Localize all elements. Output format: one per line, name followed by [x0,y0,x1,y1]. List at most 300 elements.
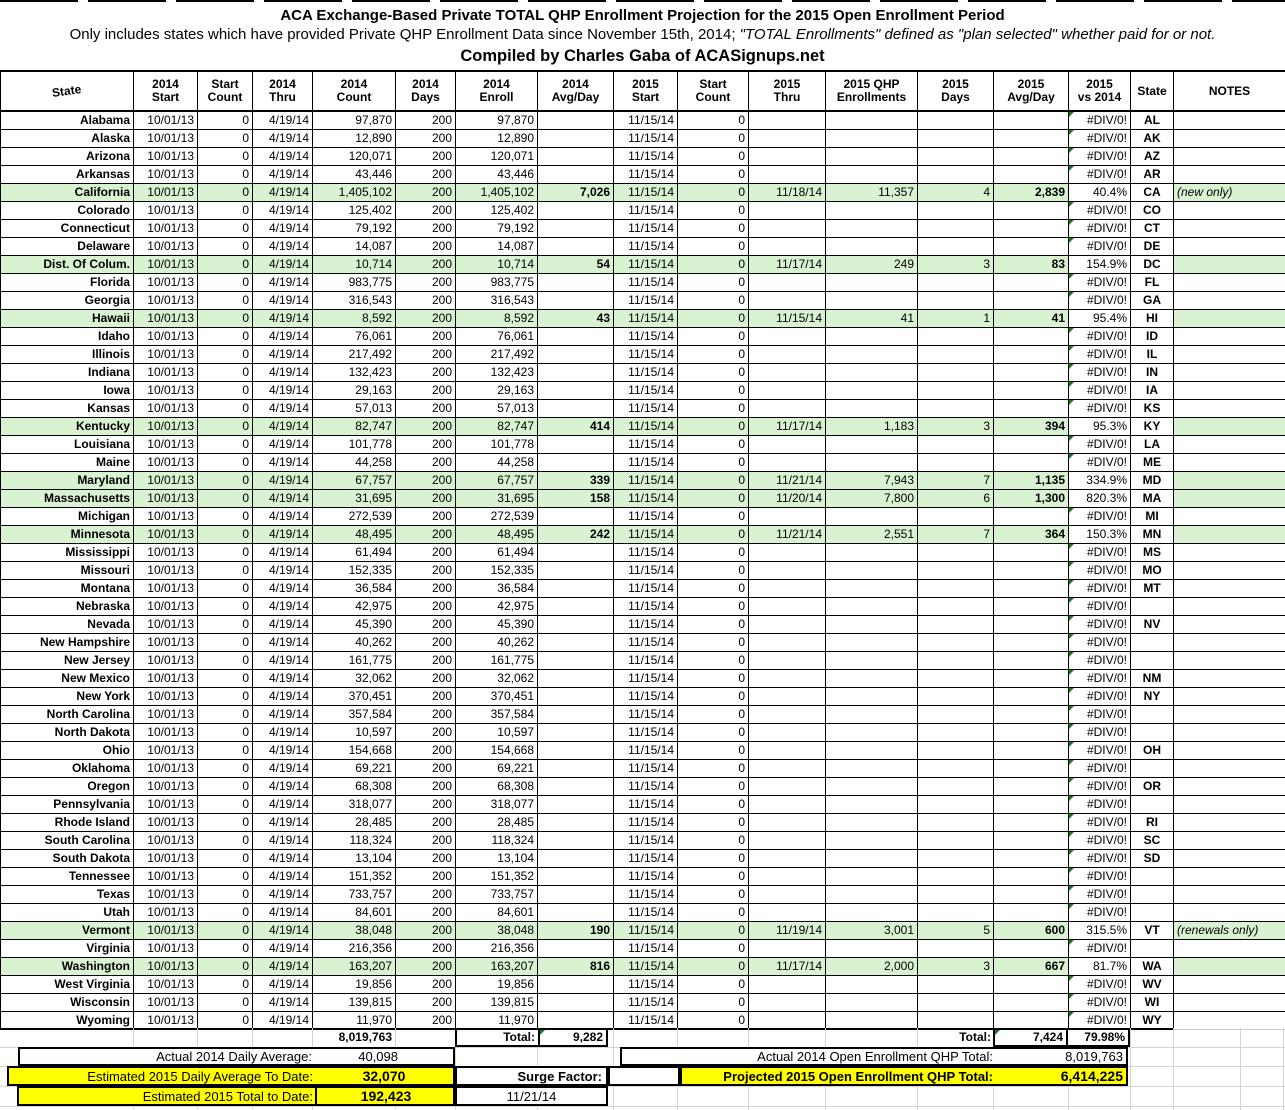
cell-vs2014[interactable]: #DIV/0! [1069,201,1131,219]
cell-note[interactable] [1174,363,1285,381]
cell-start2015[interactable]: 11/15/14 [614,345,678,363]
cell-avg2015[interactable]: 394 [994,417,1069,435]
cell-thru2015[interactable] [749,849,826,867]
cell-thru2015[interactable] [749,669,826,687]
cell-vs2014[interactable]: #DIV/0! [1069,633,1131,651]
cell-start2014[interactable]: 10/01/13 [134,687,198,705]
cell-thru2014[interactable]: 4/19/14 [253,975,313,993]
cell-note[interactable] [1174,417,1285,435]
cell-abbr[interactable]: VT [1131,921,1174,939]
cell-start2014[interactable]: 10/01/13 [134,813,198,831]
cell-start2015[interactable]: 11/15/14 [614,525,678,543]
cell-qhp[interactable] [826,327,918,345]
cell-vs2014[interactable]: #DIV/0! [1069,327,1131,345]
cell-start2014[interactable]: 10/01/13 [134,345,198,363]
cell-name[interactable]: Texas [1,885,134,903]
cell-thru2014[interactable]: 4/19/14 [253,1011,313,1029]
cell-abbr[interactable] [1131,885,1174,903]
cell-count[interactable]: 139,815 [313,993,396,1011]
cell-zero[interactable]: 0 [198,381,253,399]
cell-vs2014[interactable]: #DIV/0! [1069,165,1131,183]
cell-zero[interactable]: 0 [198,201,253,219]
cell-avg2014[interactable] [538,831,614,849]
cell-thru2015[interactable]: 11/17/14 [749,255,826,273]
cell-thru2014[interactable]: 4/19/14 [253,327,313,345]
cell-days2015[interactable] [918,615,994,633]
cell-thru2015[interactable] [749,795,826,813]
est-2015-total-label[interactable]: Estimated 2015 Total to Date: [142,1088,313,1104]
cell-zero2015[interactable]: 0 [678,975,749,993]
cell-start2014[interactable]: 10/01/13 [134,453,198,471]
cell-count[interactable]: 84,601 [313,903,396,921]
cell-avg2014[interactable] [538,1011,614,1029]
cell-days[interactable]: 200 [396,237,456,255]
cell-enroll[interactable]: 163,207 [456,957,538,975]
cell-enroll[interactable]: 357,584 [456,705,538,723]
cell-days[interactable]: 200 [396,921,456,939]
cell-abbr[interactable]: AK [1131,129,1174,147]
cell-days2015[interactable] [918,561,994,579]
cell-enroll[interactable]: 12,890 [456,129,538,147]
cell-abbr[interactable]: OH [1131,741,1174,759]
cell-qhp[interactable]: 2,551 [826,525,918,543]
cell-thru2015[interactable]: 11/15/14 [749,309,826,327]
cell-count[interactable]: 983,775 [313,273,396,291]
cell-start2014[interactable]: 10/01/13 [134,579,198,597]
cell-enroll[interactable]: 43,446 [456,165,538,183]
cell-avg2015[interactable] [994,381,1069,399]
cell-days[interactable]: 200 [396,939,456,957]
cell-avg2014[interactable] [538,759,614,777]
cell-enroll[interactable]: 151,352 [456,867,538,885]
cell-avg2014[interactable]: 242 [538,525,614,543]
cell-vs2014[interactable]: #DIV/0! [1069,597,1131,615]
cell-note[interactable] [1174,993,1285,1011]
cell-zero[interactable]: 0 [198,813,253,831]
cell-avg2015[interactable]: 1,300 [994,489,1069,507]
cell-zero[interactable]: 0 [198,165,253,183]
cell-enroll[interactable]: 370,451 [456,687,538,705]
cell-enroll[interactable]: 67,757 [456,471,538,489]
cell-days2015[interactable] [918,687,994,705]
cell-count[interactable]: 10,714 [313,255,396,273]
cell-start2014[interactable]: 10/01/13 [134,633,198,651]
col-header-start2014[interactable]: 2014 Start [134,71,198,111]
cell-count[interactable]: 118,324 [313,831,396,849]
cell-qhp[interactable] [826,363,918,381]
cell-start2014[interactable]: 10/01/13 [134,291,198,309]
cell-qhp[interactable] [826,111,918,129]
cell-note[interactable] [1174,147,1285,165]
cell-avg2014[interactable] [538,975,614,993]
cell-start2014[interactable]: 10/01/13 [134,795,198,813]
cell-zero[interactable]: 0 [198,705,253,723]
cell-avg2015[interactable] [994,453,1069,471]
cell-zero2015[interactable]: 0 [678,741,749,759]
cell-thru2015[interactable] [749,777,826,795]
cell-days2015[interactable] [918,129,994,147]
cell-vs2014[interactable]: 40.4% [1069,183,1131,201]
col-header-note[interactable]: NOTES [1174,71,1285,111]
cell-thru2014[interactable]: 4/19/14 [253,795,313,813]
cell-qhp[interactable] [826,561,918,579]
cell-note[interactable] [1174,579,1285,597]
cell-avg2014[interactable] [538,705,614,723]
cell-abbr[interactable]: RI [1131,813,1174,831]
cell-start2014[interactable]: 10/01/13 [134,921,198,939]
cell-days[interactable]: 200 [396,687,456,705]
cell-thru2014[interactable]: 4/19/14 [253,921,313,939]
cell-name[interactable]: Colorado [1,201,134,219]
cell-note[interactable] [1174,399,1285,417]
cell-zero2015[interactable]: 0 [678,993,749,1011]
cell-qhp[interactable]: 11,357 [826,183,918,201]
cell-zero2015[interactable]: 0 [678,507,749,525]
cell-days[interactable]: 200 [396,309,456,327]
cell-zero[interactable]: 0 [198,129,253,147]
cell-qhp[interactable] [826,975,918,993]
cell-days[interactable]: 200 [396,831,456,849]
cell-thru2015[interactable] [749,903,826,921]
cell-start2014[interactable]: 10/01/13 [134,183,198,201]
cell-thru2014[interactable]: 4/19/14 [253,777,313,795]
cell-zero2015[interactable]: 0 [678,795,749,813]
cell-name[interactable]: Wyoming [1,1011,134,1029]
cell-count[interactable]: 10,597 [313,723,396,741]
cell-abbr[interactable]: AR [1131,165,1174,183]
cell-start2014[interactable]: 10/01/13 [134,255,198,273]
cell-count[interactable]: 216,356 [313,939,396,957]
cell-name[interactable]: Tennessee [1,867,134,885]
cell-zero2015[interactable]: 0 [678,777,749,795]
cell-start2014[interactable]: 10/01/13 [134,363,198,381]
cell-avg2014[interactable]: 190 [538,921,614,939]
cell-vs2014[interactable]: #DIV/0! [1069,885,1131,903]
cell-zero2015[interactable]: 0 [678,651,749,669]
cell-zero2015[interactable]: 0 [678,453,749,471]
cell-start2014[interactable]: 10/01/13 [134,1011,198,1029]
cell-start2014[interactable]: 10/01/13 [134,489,198,507]
cell-days[interactable]: 200 [396,165,456,183]
cell-abbr[interactable]: MA [1131,489,1174,507]
cell-thru2015[interactable] [749,741,826,759]
cell-avg2014[interactable] [538,291,614,309]
cell-note[interactable] [1174,489,1285,507]
cell-name[interactable]: Alabama [1,111,134,129]
cell-enroll[interactable]: 32,062 [456,669,538,687]
cell-abbr[interactable]: IA [1131,381,1174,399]
cell-days[interactable]: 200 [396,129,456,147]
cell-vs2014[interactable]: #DIV/0! [1069,1011,1131,1029]
cell-avg2015[interactable] [994,615,1069,633]
cell-name[interactable]: Illinois [1,345,134,363]
cell-days2015[interactable] [918,849,994,867]
cell-name[interactable]: Maine [1,453,134,471]
cell-enroll[interactable]: 28,485 [456,813,538,831]
cell-qhp[interactable]: 1,183 [826,417,918,435]
cell-name[interactable]: Connecticut [1,219,134,237]
cell-zero[interactable]: 0 [198,1011,253,1029]
cell-count[interactable]: 151,352 [313,867,396,885]
cell-note[interactable] [1174,507,1285,525]
cell-days2015[interactable] [918,759,994,777]
cell-avg2014[interactable] [538,507,614,525]
cell-zero[interactable]: 0 [198,597,253,615]
cell-enroll[interactable]: 42,975 [456,597,538,615]
cell-name[interactable]: Maryland [1,471,134,489]
cell-qhp[interactable] [826,579,918,597]
cell-enroll[interactable]: 40,262 [456,633,538,651]
cell-zero[interactable]: 0 [198,111,253,129]
cell-start2014[interactable]: 10/01/13 [134,993,198,1011]
cell-name[interactable]: Ohio [1,741,134,759]
cell-avg2014[interactable] [538,399,614,417]
avg-day-2014-total[interactable]: 9,282 [538,1030,606,1045]
cell-vs2014[interactable]: #DIV/0! [1069,741,1131,759]
cell-enroll[interactable]: 19,856 [456,975,538,993]
cell-days2015[interactable] [918,201,994,219]
cell-zero[interactable]: 0 [198,237,253,255]
cell-start2014[interactable]: 10/01/13 [134,885,198,903]
cell-qhp[interactable]: 41 [826,309,918,327]
cell-enroll[interactable]: 101,778 [456,435,538,453]
cell-vs2014[interactable]: #DIV/0! [1069,777,1131,795]
cell-zero2015[interactable]: 0 [678,723,749,741]
cell-qhp[interactable]: 3,001 [826,921,918,939]
cell-zero[interactable]: 0 [198,921,253,939]
cell-thru2014[interactable]: 4/19/14 [253,597,313,615]
cell-thru2014[interactable]: 4/19/14 [253,561,313,579]
cell-start2015[interactable]: 11/15/14 [614,759,678,777]
cell-days2015[interactable]: 7 [918,525,994,543]
cell-days[interactable]: 200 [396,579,456,597]
cell-start2014[interactable]: 10/01/13 [134,525,198,543]
cell-enroll[interactable]: 38,048 [456,921,538,939]
cell-thru2015[interactable] [749,435,826,453]
cell-zero[interactable]: 0 [198,975,253,993]
cell-name[interactable]: Nevada [1,615,134,633]
cell-thru2015[interactable] [749,147,826,165]
cell-enroll[interactable]: 318,077 [456,795,538,813]
cell-zero2015[interactable]: 0 [678,309,749,327]
cell-vs2014[interactable]: #DIV/0! [1069,219,1131,237]
cell-avg2014[interactable] [538,219,614,237]
cell-qhp[interactable] [826,903,918,921]
cell-avg2014[interactable]: 7,026 [538,183,614,201]
col-header-enroll[interactable]: 2014 Enroll [456,71,538,111]
cell-zero[interactable]: 0 [198,867,253,885]
cell-days[interactable]: 200 [396,291,456,309]
cell-avg2015[interactable]: 41 [994,309,1069,327]
cell-count[interactable]: 154,668 [313,741,396,759]
cell-zero[interactable]: 0 [198,147,253,165]
cell-qhp[interactable] [826,1011,918,1029]
cell-qhp[interactable] [826,597,918,615]
cell-enroll[interactable]: 139,815 [456,993,538,1011]
cell-avg2014[interactable] [538,885,614,903]
cell-start2014[interactable]: 10/01/13 [134,201,198,219]
cell-count[interactable]: 120,071 [313,147,396,165]
cell-count[interactable]: 76,061 [313,327,396,345]
cell-thru2014[interactable]: 4/19/14 [253,687,313,705]
cell-thru2014[interactable]: 4/19/14 [253,435,313,453]
cell-qhp[interactable] [826,939,918,957]
cell-days2015[interactable] [918,669,994,687]
cell-zero[interactable]: 0 [198,327,253,345]
cell-thru2014[interactable]: 4/19/14 [253,255,313,273]
cell-count[interactable]: 43,446 [313,165,396,183]
cell-thru2015[interactable] [749,651,826,669]
cell-avg2014[interactable] [538,651,614,669]
cell-avg2014[interactable] [538,111,614,129]
cell-qhp[interactable] [826,453,918,471]
cell-vs2014[interactable]: #DIV/0! [1069,579,1131,597]
cell-count[interactable]: 163,207 [313,957,396,975]
cell-zero2015[interactable]: 0 [678,201,749,219]
cell-avg2014[interactable]: 339 [538,471,614,489]
cell-thru2015[interactable] [749,507,826,525]
cell-zero2015[interactable]: 0 [678,759,749,777]
cell-note[interactable] [1174,111,1285,129]
cell-enroll[interactable]: 82,747 [456,417,538,435]
col-header-thru2014[interactable]: 2014 Thru [253,71,313,111]
cell-thru2015[interactable] [749,1011,826,1029]
cell-thru2014[interactable]: 4/19/14 [253,831,313,849]
cell-qhp[interactable] [826,219,918,237]
cell-note[interactable] [1174,255,1285,273]
cell-days[interactable]: 200 [396,345,456,363]
cell-name[interactable]: New Jersey [1,651,134,669]
cell-zero[interactable]: 0 [198,543,253,561]
cell-qhp[interactable] [826,759,918,777]
cell-enroll[interactable]: 132,423 [456,363,538,381]
cell-days[interactable]: 200 [396,795,456,813]
cell-zero2015[interactable]: 0 [678,147,749,165]
cell-enroll[interactable]: 97,870 [456,111,538,129]
cell-days2015[interactable] [918,903,994,921]
cell-vs2014[interactable]: 150.3% [1069,525,1131,543]
cell-abbr[interactable] [1131,723,1174,741]
cell-avg2014[interactable] [538,543,614,561]
cell-name[interactable]: Georgia [1,291,134,309]
cell-abbr[interactable] [1131,903,1174,921]
cell-name[interactable]: Kansas [1,399,134,417]
cell-start2014[interactable]: 10/01/13 [134,237,198,255]
cell-start2015[interactable]: 11/15/14 [614,381,678,399]
cell-avg2015[interactable] [994,201,1069,219]
cell-days[interactable]: 200 [396,813,456,831]
cell-enroll[interactable]: 154,668 [456,741,538,759]
cell-thru2015[interactable] [749,273,826,291]
cell-thru2015[interactable] [749,597,826,615]
cell-enroll[interactable]: 120,071 [456,147,538,165]
cell-count[interactable]: 8,592 [313,309,396,327]
cell-zero[interactable]: 0 [198,579,253,597]
cell-start2015[interactable]: 11/15/14 [614,237,678,255]
cell-days[interactable]: 200 [396,903,456,921]
cell-qhp[interactable]: 7,943 [826,471,918,489]
cell-zero[interactable]: 0 [198,687,253,705]
cell-days[interactable]: 200 [396,597,456,615]
cell-name[interactable]: Mississippi [1,543,134,561]
cell-avg2014[interactable] [538,363,614,381]
cell-avg2014[interactable] [538,615,614,633]
cell-avg2015[interactable] [994,777,1069,795]
cell-name[interactable]: Hawaii [1,309,134,327]
cell-zero2015[interactable]: 0 [678,489,749,507]
cell-note[interactable] [1174,777,1285,795]
cell-abbr[interactable]: NV [1131,615,1174,633]
cell-avg2014[interactable] [538,741,614,759]
cell-zero2015[interactable]: 0 [678,615,749,633]
cell-thru2014[interactable]: 4/19/14 [253,201,313,219]
cell-start2015[interactable]: 11/15/14 [614,849,678,867]
cell-days[interactable]: 200 [396,1011,456,1029]
cell-note[interactable] [1174,885,1285,903]
cell-count[interactable]: 69,221 [313,759,396,777]
cell-note[interactable] [1174,795,1285,813]
cell-count[interactable]: 152,335 [313,561,396,579]
cell-name[interactable]: Arkansas [1,165,134,183]
cell-zero[interactable]: 0 [198,831,253,849]
cell-thru2014[interactable]: 4/19/14 [253,885,313,903]
cell-zero2015[interactable]: 0 [678,291,749,309]
cell-avg2015[interactable] [994,363,1069,381]
cell-start2014[interactable]: 10/01/13 [134,615,198,633]
cell-note[interactable] [1174,849,1285,867]
cell-qhp[interactable] [826,687,918,705]
cell-avg2015[interactable] [994,885,1069,903]
cell-abbr[interactable]: DC [1131,255,1174,273]
cell-name[interactable]: Louisiana [1,435,134,453]
cell-start2015[interactable]: 11/15/14 [614,1011,678,1029]
cell-enroll[interactable]: 1,405,102 [456,183,538,201]
cell-start2015[interactable]: 11/15/14 [614,453,678,471]
cell-enroll[interactable]: 272,539 [456,507,538,525]
cell-qhp[interactable] [826,291,918,309]
cell-thru2014[interactable]: 4/19/14 [253,273,313,291]
cell-zero2015[interactable]: 0 [678,237,749,255]
cell-zero2015[interactable]: 0 [678,705,749,723]
cell-count[interactable]: 125,402 [313,201,396,219]
cell-thru2014[interactable]: 4/19/14 [253,651,313,669]
cell-start2014[interactable]: 10/01/13 [134,597,198,615]
cell-note[interactable] [1174,741,1285,759]
cell-zero[interactable]: 0 [198,723,253,741]
cell-vs2014[interactable]: #DIV/0! [1069,849,1131,867]
cell-days2015[interactable]: 4 [918,183,994,201]
cell-vs2014[interactable]: #DIV/0! [1069,759,1131,777]
cell-thru2015[interactable] [749,867,826,885]
cell-days[interactable]: 200 [396,417,456,435]
cell-days[interactable]: 200 [396,471,456,489]
cell-vs2014[interactable]: #DIV/0! [1069,237,1131,255]
cell-note[interactable] [1174,813,1285,831]
cell-start2015[interactable]: 11/15/14 [614,363,678,381]
cell-qhp[interactable] [826,165,918,183]
cell-vs2014[interactable]: #DIV/0! [1069,723,1131,741]
cell-vs2014[interactable]: #DIV/0! [1069,435,1131,453]
cell-count[interactable]: 12,890 [313,129,396,147]
cell-thru2015[interactable] [749,363,826,381]
cell-days2015[interactable]: 6 [918,489,994,507]
cell-vs2014[interactable]: #DIV/0! [1069,795,1131,813]
cell-abbr[interactable] [1131,939,1174,957]
cell-thru2015[interactable] [749,975,826,993]
cell-abbr[interactable]: ME [1131,453,1174,471]
cell-count[interactable]: 1,405,102 [313,183,396,201]
cell-days[interactable]: 200 [396,435,456,453]
